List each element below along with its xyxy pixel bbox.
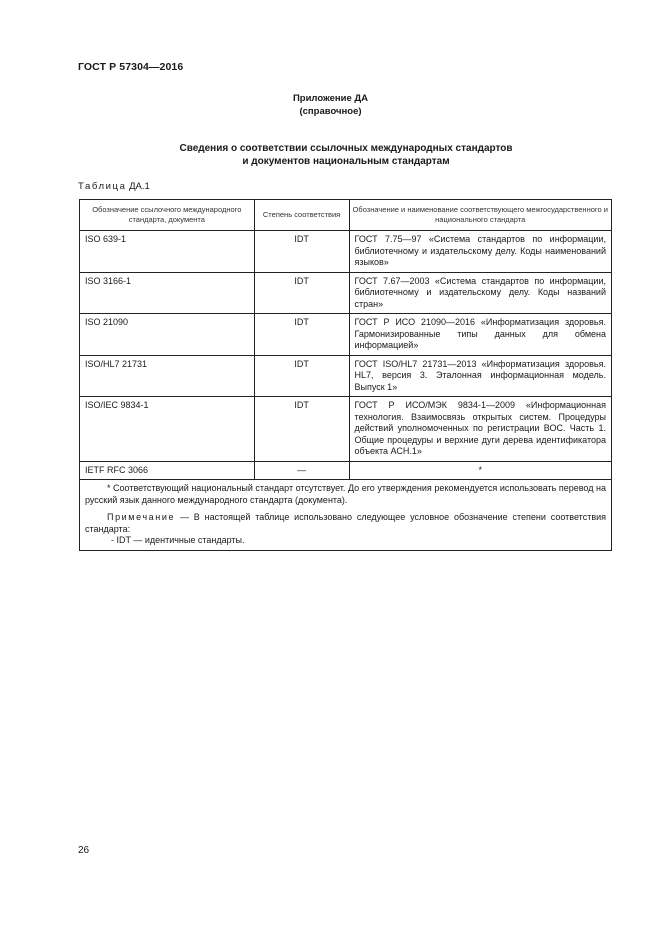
cell-degree: —	[254, 461, 349, 480]
note-text: — В настоящей таблице использовано следующее условное обозначение степени соответствия стандарта:	[85, 512, 606, 534]
page-number: 26	[78, 845, 90, 856]
title-line-1: Сведения о соответствии ссылочных международных стандартов	[179, 143, 513, 154]
table-caption-number: ДА.1	[129, 181, 150, 192]
cell-degree: IDT	[254, 231, 349, 273]
annex-type: (справочное)	[299, 106, 362, 117]
note-label: Примечание	[107, 512, 176, 522]
cell-national-standard: ГОСТ 7.75—97 «Система стандартов по информации, библиотечному и издательскому делу. Коды наименований языков»	[349, 231, 612, 273]
header-national-standard: Обозначение и наименование соответствующего межгосударственного и национального стандарта	[349, 200, 612, 231]
header-designation: Обозначение ссылочного международного стандарта, документа	[80, 200, 255, 231]
table-row	[80, 461, 612, 480]
table-caption-word: Таблица	[78, 181, 127, 192]
header-degree: Степень соответствия	[254, 200, 349, 231]
cell-designation: ISO 639-1	[80, 231, 255, 273]
table-row	[80, 397, 612, 462]
footnote: * Соответствующий национальный стандарт отсутствует. До его утверждения рекомендуется использовать перевод на русский язык данного международного стандарта (документа).	[85, 483, 606, 505]
document-code: ГОСТ Р 57304—2016	[78, 61, 184, 73]
cell-degree: IDT	[254, 355, 349, 397]
title-line-2: и документов национальным стандартам	[242, 156, 450, 167]
table-caption	[78, 181, 150, 192]
table-row	[80, 272, 612, 314]
annex-title: Приложение ДА	[292, 93, 369, 104]
cell-national-standard: *	[349, 461, 612, 480]
cell-national-standard: ГОСТ ISO/HL7 21731—2013 «Информатизация здоровья. HL7, версия 3. Эталонная информационная модель. Выпуск 1»	[349, 355, 612, 397]
cell-designation: ISO/IEC 9834-1	[80, 397, 255, 462]
table-row	[80, 355, 612, 397]
note-item: - IDT — идентичные стандарты.	[111, 535, 245, 545]
cell-designation: ISO 21090	[80, 314, 255, 356]
table-footer-row	[80, 480, 612, 551]
document-title	[0, 142, 661, 168]
table-row	[80, 314, 612, 356]
cell-national-standard: ГОСТ 7.67—2003 «Система стандартов по информации, библиотечному и издательскому делу. Коды названий стран»	[349, 272, 612, 314]
cell-national-standard: ГОСТ Р ИСО/МЭК 9834-1—2009 «Информационная технология. Взаимосвязь открытых систем. Процедуры действий уполномоченных по регистрации ВОС. Часть 1. Общие процедуры и верхние дуги дерева идентификатора объекта АСН.1»	[349, 397, 612, 462]
cell-designation: ISO 3166-1	[80, 272, 255, 314]
cell-degree: IDT	[254, 272, 349, 314]
note	[85, 512, 606, 535]
table-row	[80, 231, 612, 273]
cell-degree: IDT	[254, 397, 349, 462]
table-header-row	[80, 200, 612, 231]
correspondence-table	[79, 199, 612, 551]
cell-designation: IETF RFC 3066	[80, 461, 255, 480]
cell-designation: ISO/HL7 21731	[80, 355, 255, 397]
cell-degree: IDT	[254, 314, 349, 356]
annex-heading	[0, 92, 661, 118]
table-footer	[80, 480, 612, 551]
cell-national-standard: ГОСТ Р ИСО 21090—2016 «Информатизация здоровья. Гармонизированные типы данных для обмена информацией»	[349, 314, 612, 356]
